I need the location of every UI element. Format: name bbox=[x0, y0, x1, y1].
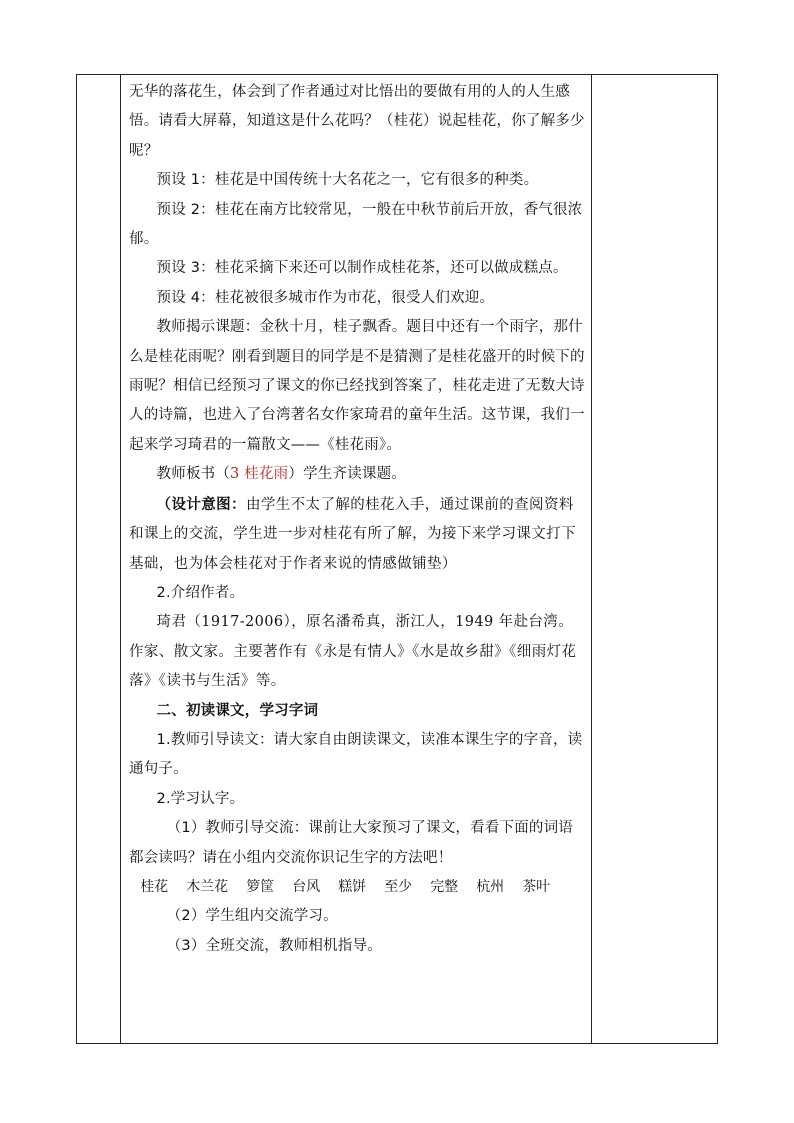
preset-2: 预设 2：桂花在南方比较常见，一般在中秋节前后开放，香气很浓郁。 bbox=[129, 201, 583, 248]
vocabulary-list bbox=[129, 873, 587, 902]
vocab-word: 至少 bbox=[384, 878, 413, 895]
preset-4: 预设 4：桂花被很多城市作为市花，很受人们欢迎。 bbox=[156, 289, 495, 306]
table-divider-left bbox=[120, 75, 121, 1043]
intro-paragraph: 无华的落花生，体会到了作者通过对比悟出的要做有用的人的人生感悟。请看大屏幕，知道这是什么花吗？（桂花）说起桂花，你了解多少呢？ bbox=[129, 84, 585, 159]
vocab-word: 台风 bbox=[292, 878, 321, 895]
author-intro-paragraph: 琦君（1917-2006），原名潘希真，浙江人，1949 年赴台湾。作家、散文家。主要著作有《永是有情人》《水是故乡甜》《细雨灯花落》《读书与生活》等。 bbox=[129, 614, 577, 690]
design-intent-label: （设计意图： bbox=[156, 495, 246, 513]
vocab-word: 杭州 bbox=[476, 878, 505, 895]
author-heading: 2.介绍作者。 bbox=[156, 584, 245, 601]
table-divider-right bbox=[591, 75, 592, 1043]
section-two-heading: 二、初读课文，学习字词 bbox=[156, 702, 319, 719]
board-writing-prefix: 教师板书（ bbox=[156, 466, 231, 483]
preset-1: 预设 1：桂花是中国传统十大名花之一，它有很多的种类。 bbox=[156, 172, 539, 189]
design-intent-paragraph bbox=[129, 490, 587, 579]
design-intent-text: 由学生不太了解的桂花入手，通过课前的查阅资料和课上的交流，学生进一步对桂花有所了解，为接下来学习课文打下基础，也为体会桂花对于作者来说的情感做铺垫） bbox=[129, 496, 576, 572]
vocab-word: 箩筐 bbox=[246, 878, 275, 895]
preset-3: 预设 3：桂花采摘下来还可以制作成桂花茶，还可以做成糕点。 bbox=[156, 260, 568, 277]
vocab-word: 桂花 bbox=[140, 878, 169, 895]
learn-characters-heading: 2.学习认字。 bbox=[156, 790, 245, 807]
topic-reveal-paragraph: 教师揭示课题：金秋十月，桂子飘香。题目中还有一个雨字，那什么是桂花雨呢？刚看到题目的同学是不是猜测了是桂花盛开的时候下的雨呢？相信已经预习了课文的你已经找到答案了，桂花走进了无数大诗人的诗篇，也进入了台湾著名女作家琦君的童年生活。这节课，我们一起来学习琦君的一篇散文——《桂花雨》。 bbox=[129, 319, 585, 453]
lesson-content bbox=[129, 78, 587, 961]
vocab-word: 完整 bbox=[430, 878, 459, 895]
lesson-table bbox=[76, 74, 718, 1044]
vocab-word: 茶叶 bbox=[522, 878, 551, 895]
guided-reading-paragraph: 1.教师引导读文：请大家自由朗读课文，读准本课生字的字音，读通句子。 bbox=[129, 731, 583, 778]
vocab-word: 木兰花 bbox=[186, 878, 229, 895]
vocab-word: 糕饼 bbox=[338, 878, 367, 895]
class-exchange-line: （3）全班交流，教师相机指导。 bbox=[166, 937, 382, 954]
board-writing-line bbox=[129, 460, 587, 489]
board-writing-title: 3 桂花雨 bbox=[230, 466, 289, 483]
group-study-line: （2）学生组内交流学习。 bbox=[166, 908, 338, 925]
exchange-paragraph: （1）教师引导交流：课前让大家预习了课文，看看下面的词语都会读吗？请在小组内交流你识记生字的方法吧！ bbox=[129, 820, 574, 866]
board-writing-suffix: ）学生齐读课题。 bbox=[288, 466, 406, 483]
